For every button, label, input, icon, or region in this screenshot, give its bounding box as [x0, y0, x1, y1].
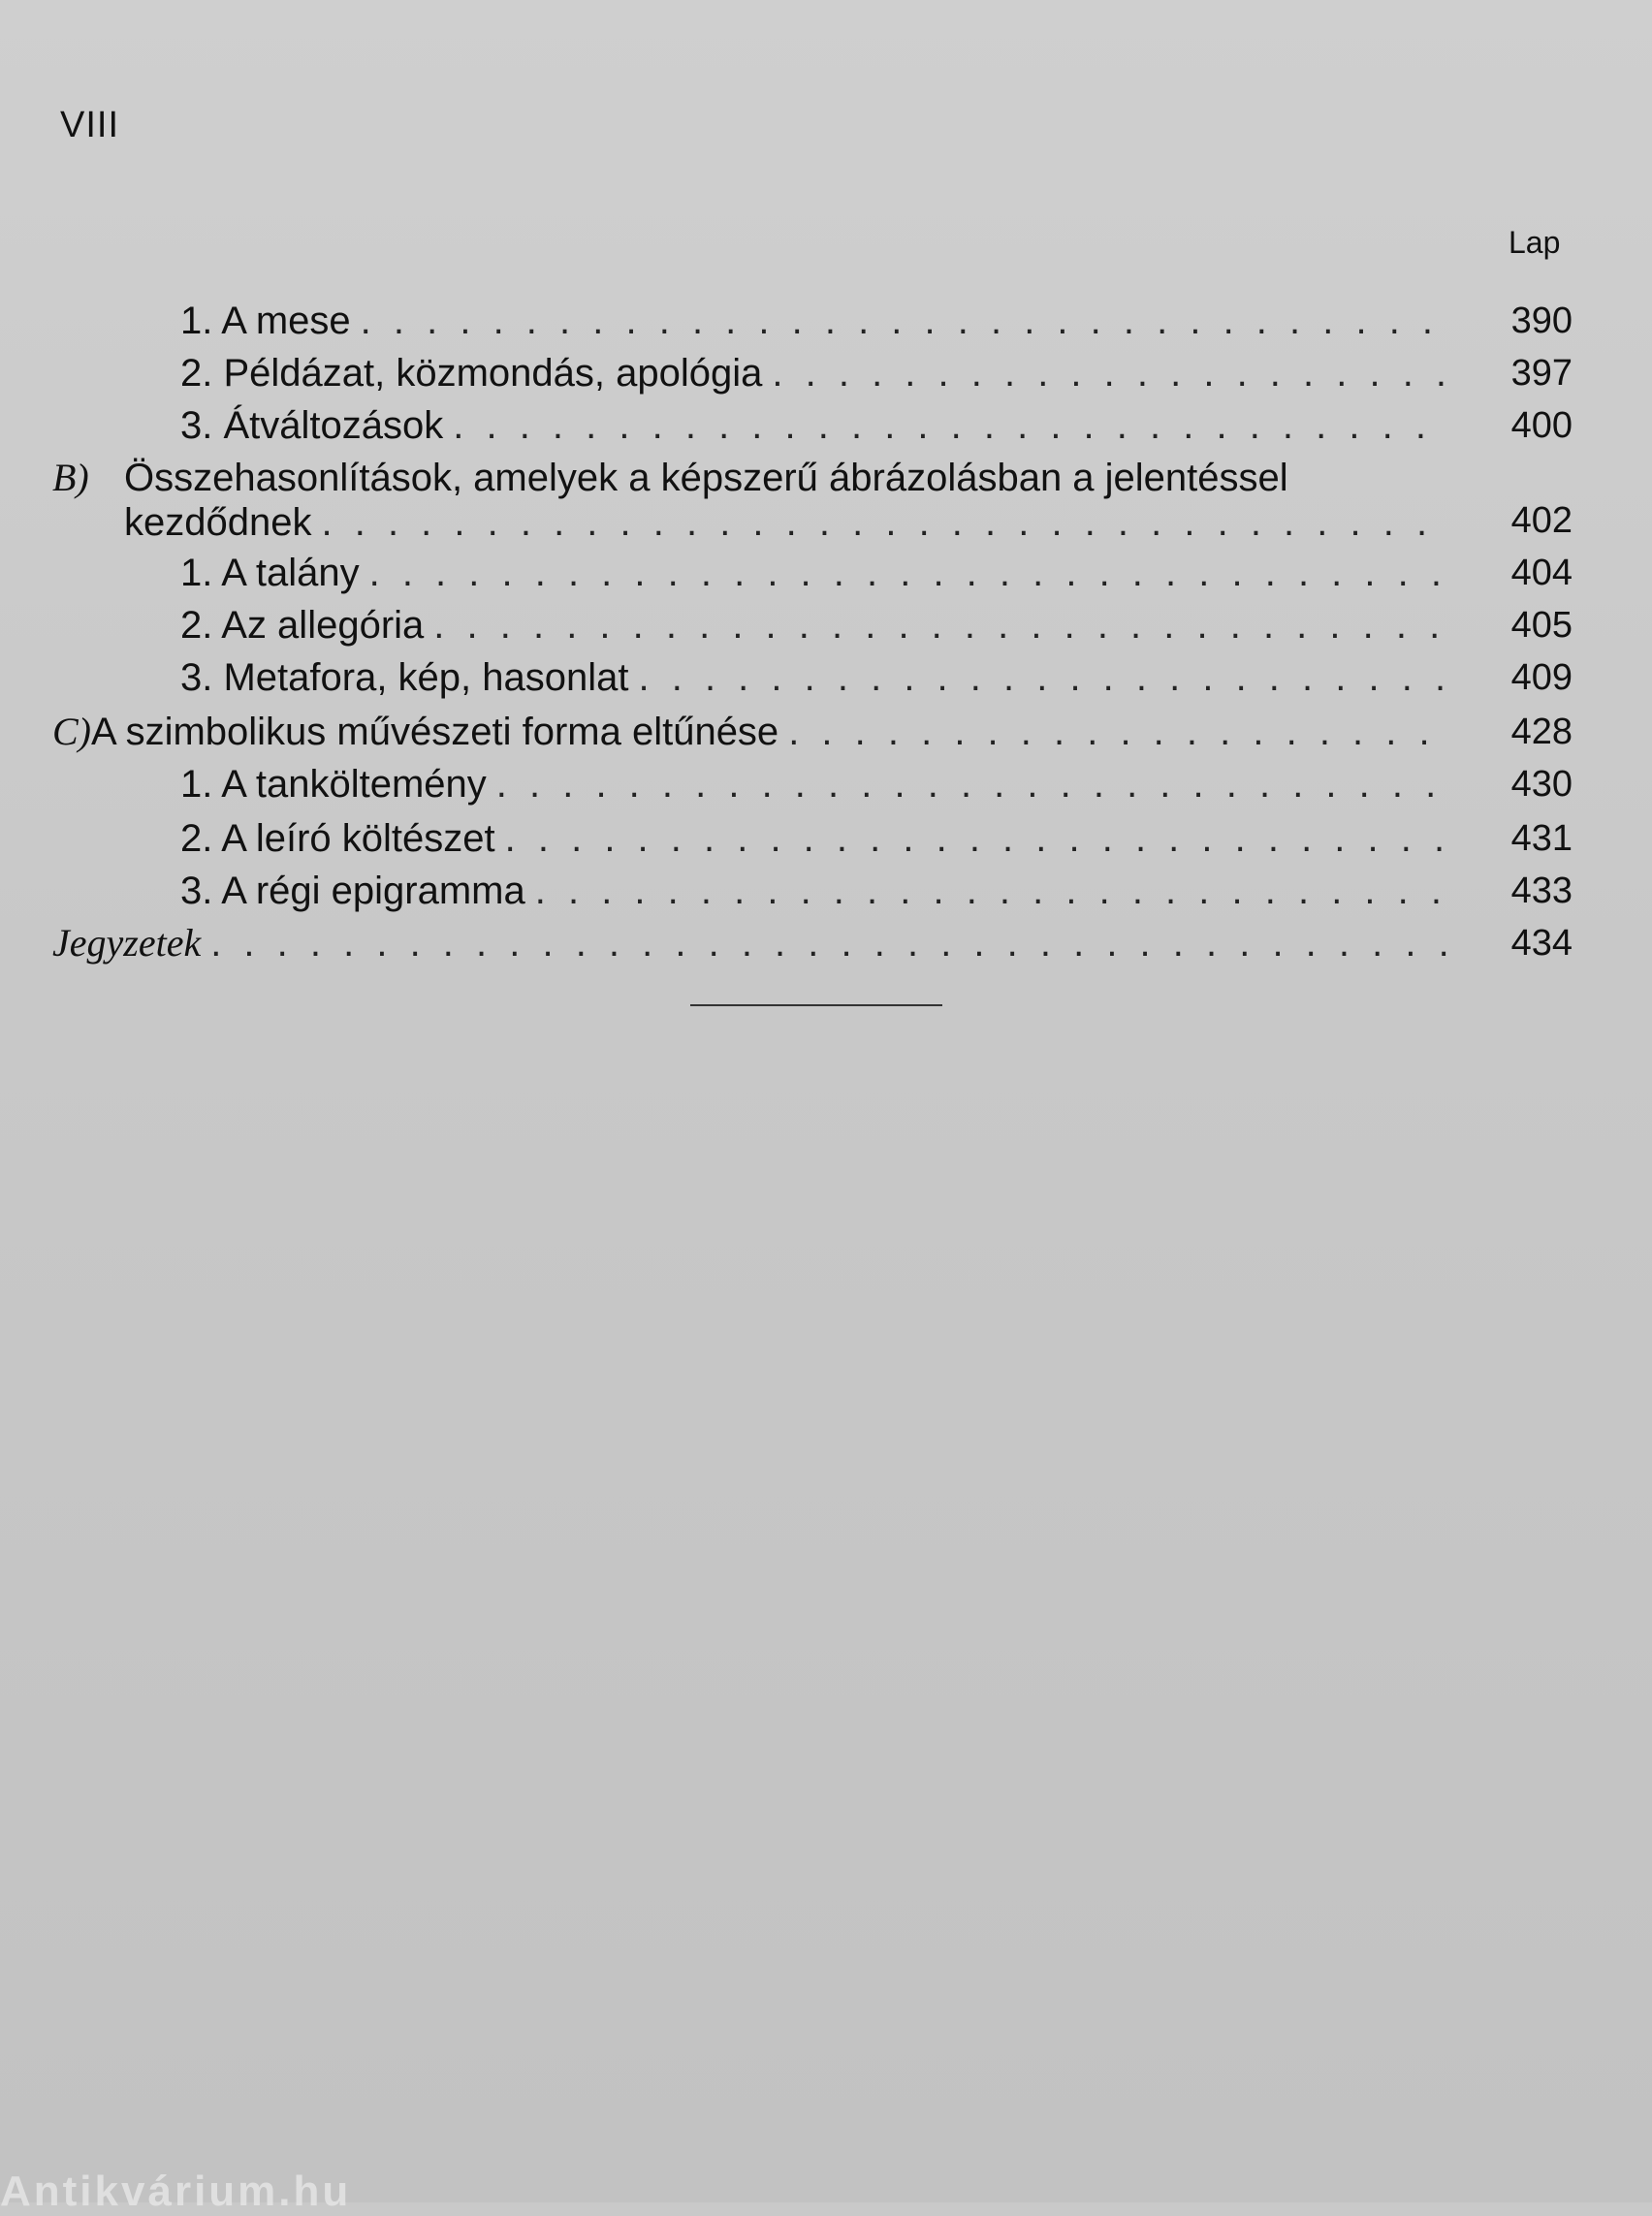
page-column-header: Lap [1509, 225, 1561, 260]
toc-entry-title: 2. Példázat, közmondás, apológia [180, 352, 763, 395]
toc-section-c [52, 706, 1450, 758]
toc-entry-title: 3. Metafora, kép, hasonlat [180, 656, 629, 699]
toc-entry-title: 1. A tanköltemény [180, 763, 487, 806]
toc-entry [180, 812, 1450, 865]
toc-entry-title-line1: Összehasonlítások, amelyek a képszerű ábrázolásban a jelentéssel [124, 457, 1288, 499]
toc-entry-title: 1. A talány [180, 552, 360, 594]
toc-entry-page: 431 [1510, 818, 1573, 859]
toc-entry [180, 865, 1450, 917]
toc-entry [180, 599, 1450, 651]
dot-leader [321, 500, 1450, 545]
toc-entry-page: 409 [1510, 657, 1573, 698]
dot-leader [788, 706, 1450, 758]
toc-entry-title: 1. A mese [180, 300, 351, 342]
toc-entry-page: 404 [1510, 553, 1573, 593]
toc-entry-title: 2. Az allegória [180, 604, 425, 647]
toc-entry-title-line2: kezdődnek [124, 501, 312, 544]
toc-entry-page: 402 [1510, 500, 1573, 541]
toc-entry-page: 428 [1510, 712, 1573, 752]
dot-leader [361, 295, 1450, 347]
toc-entry [180, 758, 1450, 810]
toc-entry [180, 399, 1450, 452]
toc-entry [180, 651, 1450, 704]
toc-entry [180, 295, 1450, 347]
watermark: Antikvárium.hu [0, 2168, 352, 2215]
dot-leader [505, 812, 1450, 865]
section-marker: C) [52, 710, 91, 753]
toc-entry-title: A szimbolikus művészeti forma eltűnése [91, 711, 779, 753]
toc-entry-page: 434 [1510, 923, 1573, 964]
dot-leader [433, 599, 1450, 651]
toc-entry-title: Jegyzetek [52, 921, 202, 965]
toc-entry-notes [52, 917, 1450, 969]
toc-entry-page: 430 [1510, 764, 1573, 805]
toc-entry-page: 405 [1510, 605, 1573, 646]
toc-entry [180, 547, 1450, 599]
toc-section-b [52, 456, 1468, 545]
toc-entry-title: 3. Átváltozások [180, 404, 444, 447]
dot-leader [496, 758, 1450, 810]
dot-leader [210, 917, 1450, 969]
toc-entry-page: 390 [1510, 301, 1573, 341]
dot-leader [535, 865, 1450, 917]
toc-entry-title: 3. A régi epigramma [180, 870, 525, 912]
dot-leader [772, 347, 1450, 399]
page-number: VIII [60, 105, 120, 145]
dot-leader [639, 651, 1451, 704]
toc-entry [180, 347, 1450, 399]
toc-entry-page: 433 [1510, 871, 1573, 911]
toc-entry-page: 400 [1510, 405, 1573, 446]
end-rule-divider [690, 1004, 942, 1006]
toc-entry-page: 397 [1510, 353, 1573, 394]
section-marker: B) [52, 456, 89, 499]
toc-entry-title: 2. A leíró költészet [180, 817, 495, 860]
dot-leader [453, 399, 1450, 452]
dot-leader [369, 547, 1450, 599]
